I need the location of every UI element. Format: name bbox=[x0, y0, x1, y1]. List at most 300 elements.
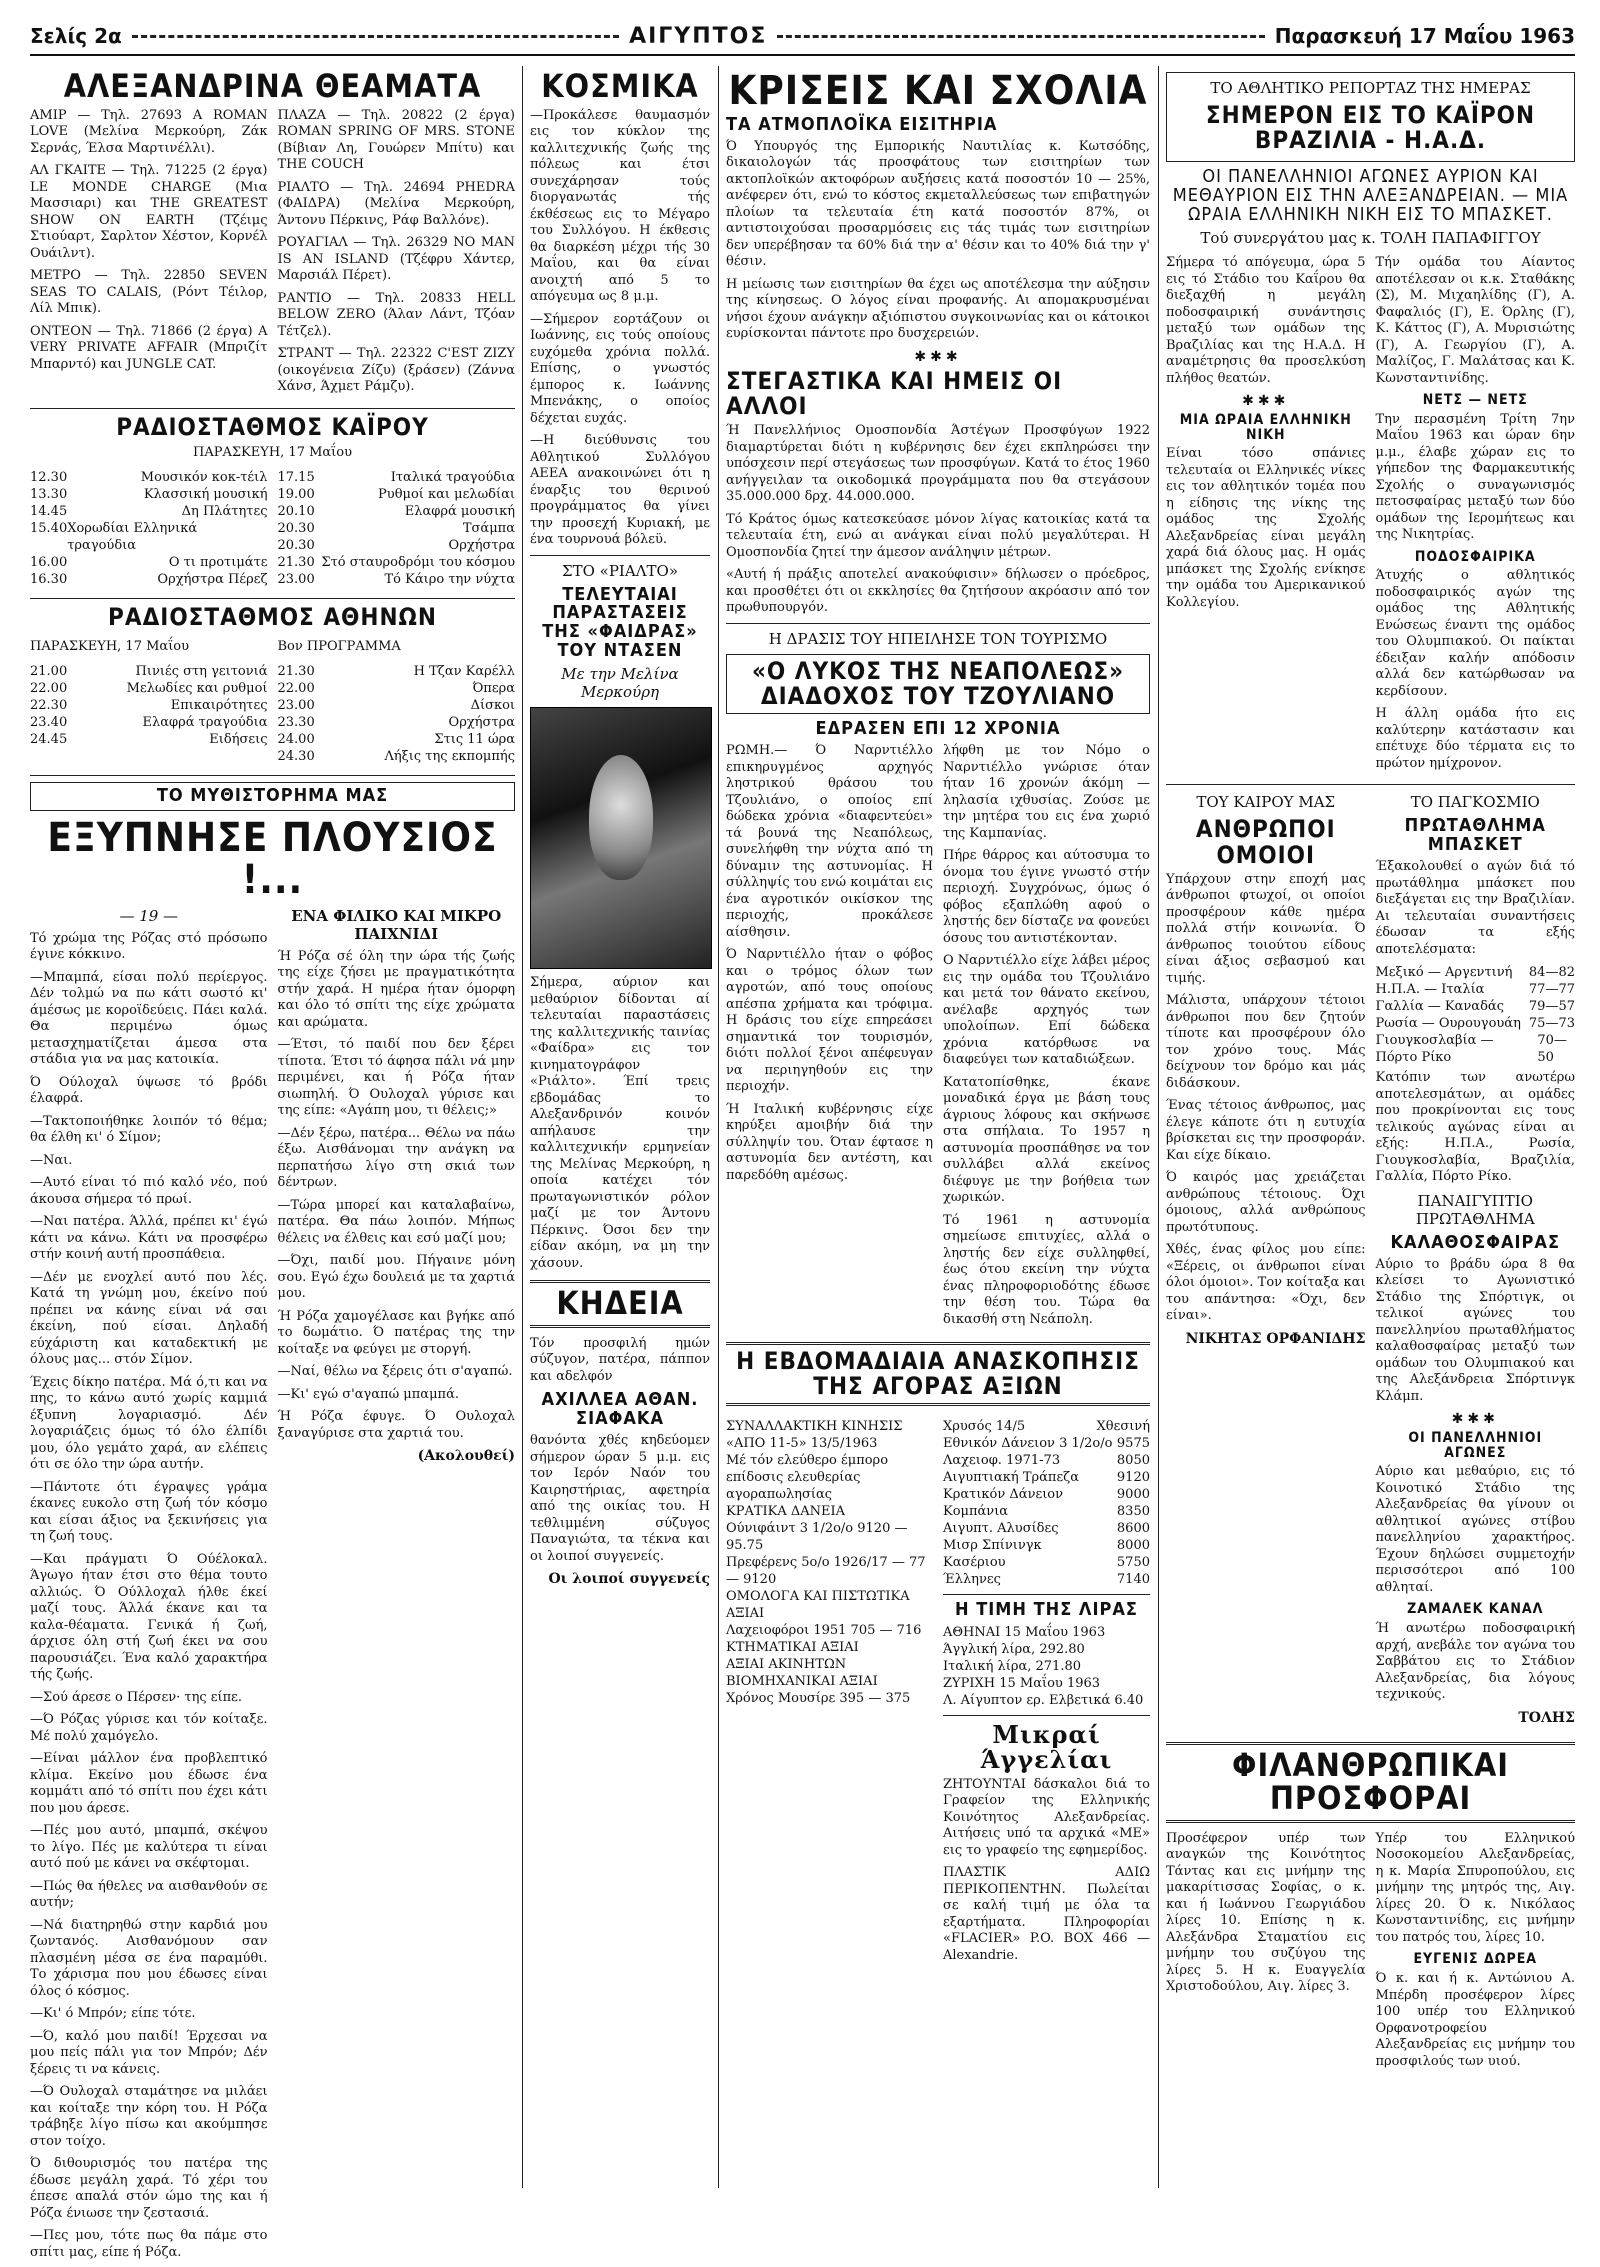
greek-win-head: ΜΙΑ ΩΡΑΙΑ ΕΛΛΗΝΙΚΗ ΝΙΚΗ bbox=[1179, 412, 1352, 443]
people-column bbox=[1166, 791, 1366, 1733]
radio-slot-label: 17.15 bbox=[277, 469, 315, 485]
market-row-label: Εθνικόν Δάνειον 3 1/2ο/ο bbox=[943, 1436, 1113, 1452]
market-row-label: Κομπάνια bbox=[943, 1504, 1009, 1520]
radio-slot-label: 21.00 bbox=[30, 663, 68, 679]
divider bbox=[726, 623, 1150, 624]
sports-paragraph: Σήμερα τό απόγευμα, ώρα 5 εις τό Στάδιο του Καΐρου θα διεξαχθή η μεγάλη ποδοσφαιρική συνάντησις μεταξύ των ομάδων της Βραζιλίας και της Η.Α.Δ. Η αναμέτρησις θα προσελκύση πλήθος θεατών. bbox=[1166, 255, 1366, 386]
panhellenic-paragraph: Αύριο και μεθαύριο, εις τό Κοινοτικό Στάδιο της Αλεξανδρείας θα γίνουν οι αθλητικοί αγώνες στίβου πανελληνίου χαρακτήρος. Έχουν δηλώσει συμμετοχήν περισσότεροι από 100 αθληταί. bbox=[1375, 1464, 1575, 1595]
novel-paragraph: —Και πράγματι Ό Ούέλοκαλ. Άγωγο ήταν έτσι στο θέμα τουτο αλλιώς. Ό Ούλλοχαλ ήλθε έκεί μαζί τους. Άλλά έκανε και τα καλα-θέαματα. Γενικά ή ζωή, άρχισε όλη στή ζωή έκει να σου παρουσιάζει. Ένα καλό χαρακτήρα τής ζωής. bbox=[30, 1551, 268, 1683]
basketball-result bbox=[1376, 981, 1576, 998]
market-line: Ούνιφάιντ 3 1/2ο/ο 9120 — 95.75 bbox=[726, 1521, 908, 1554]
radio-slot-label: 14.45 bbox=[30, 503, 68, 519]
radio-slot-value: Όπερα bbox=[472, 680, 515, 696]
novel-paragraph: —Ναι πατέρα. Άλλά, πρέπει κι' έγώ κάτι να κάνω. Κάτι να προσφέρω στήν κοινή αυτή προσπάθεια. bbox=[30, 1214, 268, 1263]
zamalek-paragraph: Ή ανωτέρω ποδοσφαιρική αρχή, ανεβάλε τον αγώνα του Σαββάτου εις το Στάδιον Αλεξανδρείας, δια λόγους τεχνικούς. bbox=[1375, 1621, 1575, 1703]
housing-paragraph: Τό Κράτος όμως κατεσκεύασε μόνον λίγας κατοικίας κατά τα τελευταία έτη, ενώ αι ανάγκαι είναι πολύ μεγαλύτεραι. Η Ομοσπονδία ζητεί την άμεσον ανάληψιν μέτρων. bbox=[726, 511, 1150, 560]
radio-slot-label: 22.00 bbox=[277, 680, 315, 696]
housing-paragraph: «Αυτή ή πράξις αποτελεί ανακούφισιν» δήλωσεν ο πρόεδρος, και προσθέτει ότι οι εκκλησίες θα ζητήσουν ακρόασιν από τον πρωθυπουργόν. bbox=[726, 567, 1150, 616]
lira-line: ΑΘΗΝΑΙ 15 Μαΐου 1963 bbox=[943, 1625, 1106, 1641]
cinema-list-left bbox=[30, 108, 268, 402]
radio-athens-program: Βον ΠΡΟΓΡΑΜΜΑ bbox=[277, 638, 401, 654]
sports-paragraph: Η άλλη ομάδα ήτο εις καλύτερην κατάστασιν και επέτυχε δύο τέρματα εις το πρώτον ημίχρονον. bbox=[1375, 706, 1575, 771]
radio-slot-label: 23.00 bbox=[277, 697, 315, 713]
basketball-results bbox=[1376, 964, 1576, 1066]
philanthropy-paragraph: Υπέρ του Ελληνικού Νοσοκομείου Αλεξανδρείας, η κ. Μαρία Σπυροπούλου, εις μνήμην της μητρός της, Αιγ. λίρες 20. Ό κ. Νικόλαος Κωνσταντινίδης, εις μνήμην του πατρός του, λίρες 10. bbox=[1375, 1830, 1575, 1945]
radio-slot-label: 20.10 bbox=[277, 503, 315, 519]
society-title: ΚΟΣΜΙΚΑ bbox=[541, 67, 699, 105]
people-paragraph: Ό καιρός μας χρειάζεται ανθρώπους τέτοιους. Όχι όμοιους, αλλά ανθρώπους πρωτότυπους. bbox=[1166, 1170, 1366, 1235]
market-line: ΚΡΑΤΙΚΑ ΔΑΝΕΙΑ bbox=[726, 1504, 846, 1520]
radio-slot-label: 13.30 bbox=[30, 486, 68, 502]
lira-line: Ιταλική λίρα, 271.80 bbox=[943, 1659, 1081, 1675]
radio-slot bbox=[30, 469, 268, 486]
market-row bbox=[943, 1503, 1150, 1520]
market-body bbox=[726, 1414, 1150, 1970]
separator-stars: ✱✱✱ bbox=[914, 348, 962, 365]
column-entertainment bbox=[30, 66, 515, 2260]
novel-paragraph: —Πές μου αυτό, μπαμπά, σκέψου το λίγο. Πές με καλύτερα τι είναι αυτό πού με κάνει να σκέφτομαι. bbox=[30, 1823, 268, 1872]
radio-slot bbox=[278, 486, 516, 503]
columns bbox=[30, 66, 1575, 2260]
sports-byline: Τού συνεργάτου μας κ. ΤΟΛΗ ΠΑΠΑΦΙΓΓΟΥ bbox=[1200, 229, 1541, 248]
market-row-label: Αιγυπτιακή Τράπεζα bbox=[943, 1470, 1080, 1486]
radio-slot-value: Ρυθμοί και μελωδίαι bbox=[378, 486, 515, 502]
novel-paragraph: —Ό Ρόζας γύρισε και τόν κοίταξε. Μέ πολύ χαμόγελο. bbox=[30, 1712, 268, 1744]
classified-ad: ΖΗΤΟΥΝΤΑΙ δάσκαλοι διά το Γραφείον της Ελληνικής Κοινότητος Αλεξανδρείας. Αιτήσεις υπό τα αρχικά «ΜΕ» εις το γραφείο της εφημερίδος. bbox=[943, 1776, 1150, 1858]
radio-slot-value: Ειδήσεις bbox=[209, 731, 268, 747]
wolf-paragraph: λήφθη με τον Νόμο ο Ναρντιέλλο γνώρισε όταν ήταν 16 χρονών άκόμη — ληλασία ιχθυσίας. Ζούσε με την μητέρα του εις ένα χωριό της Καμπανίας. bbox=[943, 743, 1150, 841]
basketball-result-value: 77—77 bbox=[1528, 982, 1575, 998]
basketball-result-value: 75—73 bbox=[1528, 1016, 1575, 1032]
radio-slot bbox=[278, 714, 516, 731]
market-row-label: Κρατικόν Δάνειον bbox=[943, 1487, 1064, 1503]
market-row bbox=[943, 1418, 1150, 1435]
cinema-listing: ΑΜΙΡ — Τηλ. 27693 A ROMAN LOVE (Μελίνα Μερκούρη, Ζάκ Σερνάς, Έλσα Μαρτινέλλι). bbox=[30, 107, 268, 156]
radio-slot-value: Μουσικόν κοκ-τέιλ bbox=[140, 469, 268, 485]
radio-slot-value: Χορωδίαι Ελληνικά τραγούδια bbox=[67, 520, 198, 553]
cinema-listing: ΑΛ ΓΚΑΙΤΕ — Τηλ. 71225 (2 έργα) LE MONDE CHARGE (Μια Μασσιαρι) και THE GREATEST SHOW ON EARTH (Τζέιμς Στιούαρτ, Σαρλτον Χέστον, Κορνέλ Ουάιλντ). bbox=[30, 163, 268, 261]
basketball-result bbox=[1376, 1032, 1576, 1066]
column-sports bbox=[1166, 66, 1575, 2188]
market-row-value: Χθεσινή bbox=[1096, 1419, 1150, 1435]
people-paragraph: Ένας τέτοιος άνθρωπος, μας έλεγε κάποτε ότι η ευτυχία βρίσκεται εις την προσφοράν. Και είχε δίκαιο. bbox=[1166, 1098, 1366, 1163]
radio-athens-schedule bbox=[30, 659, 515, 769]
market-row-value: 8000 bbox=[1116, 1538, 1150, 1554]
divider bbox=[30, 775, 515, 776]
radio-slot bbox=[30, 731, 268, 748]
issue-date: Παρασκευή 17 Μαΐου 1963 bbox=[1274, 24, 1576, 48]
sports-paragraph: Τήν ομάδα του Αίαντος αποτέλεσαν οι κ.κ. Σταθάκης (Σ), Μ. Μιχαηλίδης (Γ), Α. Φαφαλιός (Γ), Ε. Όρλης (Γ), Κ. Κάττος (Γ), Α. Μυρισιώτης (Γ), Α. Γεωργίου (Γ), Α. Μαλίζος, Γ. Μαλάτσας και Κ. Κωνσταντινίδης. bbox=[1375, 255, 1575, 386]
panegyptian-kicker: ΠΑΝΑΙΓΥΠΤΙΟ ΠΡΩΤΑΘΛΗΜΑ bbox=[1415, 1191, 1535, 1228]
basketball-result bbox=[1376, 964, 1576, 981]
radio-slot-label: 23.00 bbox=[277, 571, 315, 587]
basketball-kicker: ΤΟ ΠΑΓΚΟΣΜΙΟ bbox=[1410, 793, 1540, 812]
zamalek-head: ΖΑΜΑΛΕΚ ΚΑΝΑΛ bbox=[1407, 1601, 1544, 1618]
market-line: Μέ τόν ελεύθερο έμπορο επίδοσις ελευθερίας αγοραπωλησίας bbox=[726, 1453, 889, 1503]
rialto-paragraph: Σήμερα, αύριον και μεθαύριον δίδονται αί τελευταίαι παραστάσεις της καλλιτεχνικής ταινίας «Φαίδρα» εις τον κινηματογράφον «Ριάλτο». Έπί τρεις εβδομάδας το Αλεξανδρινόν κοινόν απήλαυσε την καλλιτεχνικήν ερμηνείαν της Μελίνας Μερκούρη, η οποία κατέχει τόν πρωταγωνιστικόν ρόλον μαζί με τον Άντονυ Πέρκινς. Όσοι δεν την είδαν ακόμη, να μη την χάσουν. bbox=[530, 975, 710, 1271]
radio-slot-value: Τό Κάιρο την νύχτα bbox=[384, 571, 515, 587]
radio-slot-value: Ο τι προτιμάτε bbox=[168, 554, 268, 570]
divider bbox=[30, 408, 515, 409]
radio-slot-label: 23.30 bbox=[277, 714, 315, 730]
sports-body bbox=[1166, 255, 1575, 778]
philanthropy-column-left bbox=[1166, 1831, 1366, 2076]
market-title: Η ΕΒΔΟΜΑΔΙΑΙΑ ΑΝΑΣΚΟΠΗΣΙΣ ΤΗΣ ΑΓΟΡΑΣ ΑΞΙΩΝ bbox=[726, 1342, 1150, 1406]
separator-stars: ✱✱✱ bbox=[1451, 1411, 1499, 1428]
radio-slot-label: 23.40 bbox=[30, 714, 68, 730]
cinema-listing: ΜΕΤΡΟ — Τηλ. 22850 SEVEN SEAS TO CALAIS, (Ρόντ Τέιλορ, Λίλ Μπικ). bbox=[30, 268, 268, 317]
market-row-value: 8600 bbox=[1116, 1521, 1150, 1537]
wolf-column-right bbox=[943, 743, 1150, 1334]
cinema-listing: ΟΝΤΕΟΝ — Τηλ. 71866 (2 έργα) A VERY PRIVATE AFFAIR (Μπριζίτ Μπαρντό) και JUNGLE CAT. bbox=[30, 323, 268, 372]
market-line: Χρόνος Μουσίρε 395 — 375 bbox=[726, 1691, 911, 1707]
sports-headline: ΣΗΜΕΡΟΝ ΕΙΣ ΤΟ ΚΑΪΡΟΝ ΒΡΑΖΙΛΙΑ - Η.Α.Δ. bbox=[1205, 101, 1536, 155]
novel-chapter: — 19 — bbox=[119, 906, 179, 925]
radio-slot bbox=[30, 503, 268, 520]
market-row bbox=[943, 1520, 1150, 1537]
society-paragraph: —Σήμερον εορτάζουν οι Ιωάννης, εις τούς οποίους ευχόμεθα χρόνια πολλά. Επίσης, ο γνωστός έμπορος κ. Ιωάννης Μπενάκης, ο οποίος δέχεται ευχάς. bbox=[530, 311, 710, 426]
market-row-value: 9575 bbox=[1116, 1436, 1150, 1452]
novel-paragraph: —Δέν ξέρω, πατέρα... Θέλω να πάω έξω. Αισθάνομαι την ανάγκη να περπατήσω λίγο στη σκιά των δέντρων. bbox=[277, 1125, 515, 1191]
radio-slot bbox=[30, 714, 268, 731]
novel-kicker: ΤΟ ΜΥΘΙΣΤΟΡΗΜΑ ΜΑΣ bbox=[30, 782, 515, 811]
basketball-title: ΠΡΩΤΑΘΛΗΜΑ ΜΠΑΣΚΕΤ bbox=[1404, 815, 1546, 856]
basketball-paragraph: Έξακολουθεί ο αγών διά τό πρωτάθλημα μπάσκετ που διεξάγεται εις την Βραζιλίαν. Αι τελευταίαι συναντήσεις έδωσαν τα εξής αποτελέσματα: bbox=[1375, 859, 1575, 957]
basketball-result bbox=[1376, 1015, 1576, 1032]
novel-paragraph: —Τακτοποιήθηκε λοιπόν τό θέμα; θα έλθη κι' ό Σίμον; bbox=[30, 1113, 268, 1146]
radio-slot-label: 24.00 bbox=[277, 731, 315, 747]
cinema-listings bbox=[30, 108, 515, 402]
radio-slot bbox=[30, 520, 268, 554]
market-row bbox=[943, 1537, 1150, 1554]
radio-athens-title: ΡΑΔΙΟΣΤΑΘΜΟΣ ΑΘΗΝΩΝ bbox=[108, 602, 437, 631]
radio-slot bbox=[30, 680, 268, 697]
society-paragraph: —Η διεύθυνσις του Αθλητικού Συλλόγου ΑΕΕΑ ανακοινώνει ότι η έναρξις του θερινού προγράμματος θα γίνει την προσεχή Κυριακή, με ένα τουρνουά βόλεϋ. bbox=[530, 433, 710, 548]
page-number: Σελίς 2α bbox=[30, 24, 122, 48]
divider bbox=[530, 555, 710, 556]
market-row bbox=[943, 1486, 1150, 1503]
market-row-value: 8350 bbox=[1116, 1504, 1150, 1520]
radio-slot-value: Ιταλικά τραγούδια bbox=[390, 469, 515, 485]
commentary-title: ΚΡΙΣΕΙΣ ΚΑΙ ΣΧΟΛΙΑ bbox=[728, 68, 1148, 114]
masthead-rule-right bbox=[777, 35, 1264, 38]
basketball-result bbox=[1376, 998, 1576, 1015]
radio-slot-value: Τσάμπα bbox=[462, 520, 515, 536]
masthead-rule-left bbox=[132, 35, 619, 38]
lira-list bbox=[943, 1624, 1150, 1709]
rialto-kicker: ΣΤΟ «ΡΙΑΛΤΟ» bbox=[561, 561, 678, 580]
wolf-column-left bbox=[726, 743, 933, 1334]
basketball-result-label: Ρωσία — Ουρουγουάη bbox=[1375, 1016, 1521, 1032]
radio-slot-label: 22.00 bbox=[30, 680, 68, 696]
radio-slot-label: 24.45 bbox=[30, 731, 68, 747]
novel-paragraph: —Αυτό είναι τό πιό καλό νέο, πού άκουσα σήμερα τό πρωί. bbox=[30, 1175, 268, 1207]
funeral-paragraph: θανόντα χθές κηδεύομεν σήμερον ώραν 5 μ.μ. εις τον Ιερόν Ναόν του Καιρηστήριας, αφετηρία από της οικίας του. Η τεθλιμμένη σύζυγος Παναγιώτα, τα τέκνα και οι λοιποί συγγενείς. bbox=[530, 1433, 710, 1564]
newspaper-page bbox=[30, 18, 1576, 2260]
donation-head: ΕΥΓΕΝΙΣ ΔΩΡΕΑ bbox=[1413, 1951, 1538, 1968]
radio-slot-label: 15.40 bbox=[30, 520, 68, 536]
sports-deck: ΟΙ ΠΑΝΕΛΛΗΝΙΟΙ ΑΓΩΝΕΣ ΑΥΡΙΟΝ ΚΑΙ ΜΕΘΑΥΡΙΟΝ ΕΙΣ ΤΗΝ ΑΛΕΞΑΝΔΡΕΙΑΝ. — ΜΙΑ ΩΡΑΙΑ ΕΛΛΗΝΙΚΗ ΝΙΚΗ ΕΙΣ ΤΟ ΜΠΑΣΚΕΤ. bbox=[1172, 166, 1569, 226]
market-row bbox=[943, 1435, 1150, 1452]
radio-slot-value: Μελωδίες και ρυθμοί bbox=[126, 680, 268, 696]
market-row-value: 8050 bbox=[1116, 1453, 1150, 1469]
people-signature: ΝΙΚΗΤΑΣ ΟΡΦΑΝΙΔΗΣ bbox=[1185, 1330, 1366, 1347]
radio-slot bbox=[278, 571, 516, 588]
sports-column-right bbox=[1376, 255, 1576, 778]
radio-slot-label: 16.00 bbox=[30, 554, 68, 570]
radio-cairo-list-right bbox=[278, 469, 516, 588]
radio-slot-value: Η Τζαν Καρέλλ bbox=[413, 663, 515, 679]
philanthropy-paragraph: Προσέφερον υπέρ των αναγκών της Κοινότητος Τάντας και εις μνήμην της μακαρίτισσας Σοφίας, ο κ. και ή Ιωάννου Γεωργιάδου λίρες 10. Επίσης η κ. Αλεξάνδρα Σταματίου εις μνήμην του συζύγου της λίρες 5. Η κ. Ευαγγελία Χριστοδούλου, Αιγ. λίρες 3. bbox=[1166, 1830, 1366, 1995]
market-line: Λαχειοφόροι 1951 705 — 716 bbox=[726, 1623, 922, 1639]
radio-slot bbox=[278, 680, 516, 697]
novel-paragraph: —Νά διατηρηθώ στην καρδιά μου ζωντανός. Αισθανόμουν σαν πλασμένη μέσα σε ένα παραμύθι. Το χάρισμα που μου έδωσες είναι όλος ό κόσμος. bbox=[30, 1917, 268, 1999]
radio-slot-value: Κλασσική μουσική bbox=[143, 486, 268, 502]
wolf-body bbox=[726, 743, 1150, 1334]
radio-slot bbox=[278, 663, 516, 680]
philanthropy-body bbox=[1166, 1831, 1575, 2076]
novel-paragraph: —Κι' ό Μπρόν; είπε τότε. bbox=[30, 2006, 196, 2022]
radio-slot-value: Ελαφρά τραγούδια bbox=[142, 714, 268, 730]
basketball-result-value: 70—50 bbox=[1537, 1033, 1567, 1066]
radio-cairo-schedule bbox=[30, 465, 515, 592]
radio-slot-label: 24.30 bbox=[277, 748, 315, 764]
novel-paragraph: —Σού άρεσε ο Πέρσεν· της είπε. bbox=[30, 1689, 243, 1705]
actress-photo bbox=[530, 707, 712, 969]
market-row-value: 9120 bbox=[1116, 1470, 1150, 1486]
market-price-table bbox=[943, 1418, 1150, 1588]
radio-slot-value: Λήξις της εκπομπής bbox=[384, 748, 515, 764]
radio-cairo-title: ΡΑΔΙΟΣΤΑΘΜΟΣ ΚΑΪΡΟΥ bbox=[116, 412, 429, 441]
panhellenic-head: ΟΙ ΠΑΝΕΛΛΗΝΙΟΙ ΑΓΩΝΕΣ bbox=[1408, 1430, 1543, 1461]
radio-slot-value: Στό σταυροδρόμι του κόσμου bbox=[321, 554, 515, 570]
market-line: ΒΙΟΜΗΧΑΝΙΚΑΙ ΑΞΙΑΙ bbox=[726, 1674, 878, 1690]
ferry-tickets-head: ΤΑ ΑΤΜΟΠΛΟΪΚΑ ΕΙΣΙΤΗΡΙΑ bbox=[726, 114, 998, 135]
radio-slot-label: 19.00 bbox=[277, 486, 315, 502]
novel-paragraph: Ή Ρόζα σέ όλη την ώρα τής ζωής της είχε ζήσει με πραγματικότητα στήν χαρά. Η ημέρα ήταν όμορφη και όλο τό σπίτι της είχε χρώματα και αρώματα. bbox=[277, 948, 515, 1030]
radio-slot-value: Επικαιρότητες bbox=[170, 697, 268, 713]
market-line: ΣΥΝΑΛΛΑΚΤΙΚΗ ΚΙΝΗΣΙΣ bbox=[726, 1419, 903, 1435]
market-line: «ΑΠΟ 11-5» 13/5/1963 bbox=[726, 1436, 878, 1452]
basketball-paragraph: Κατόπιν των ανωτέρω αποτελεσμάτων, αι ομάδες που προκρίνονται εις τους τελικούς αγώνας είναι αι εξής: Η.Π.Α., Ρωσία, Γιουγκοσλαβία, Βραζιλία, Γαλλία, Πόρτο Ρίκο. bbox=[1375, 1070, 1575, 1185]
basketball-result-label: Η.Π.Α. — Ιταλία bbox=[1375, 982, 1485, 998]
wolf-paragraph: ΡΩΜΗ.— Ό Ναρντιέλλο επικηρυγμένος αρχηγός ληστρικού θράσου του Τζουλιάνο, ο οποίος επί δώδεκα χρόνια «διαφεντεύει» τά βουνά της Νεαπόλεως, συνελήφθη την νύχτα από τη δύναμιν της αστυνομίας. Η σύλληψίς του ενώ κοιμάται εις ένα αγροτικόν οικίσκον της περιοχής, προκάλεσε αίσθησιν. bbox=[726, 743, 933, 940]
radio-slot-label: 21.30 bbox=[277, 554, 315, 570]
radio-slot bbox=[278, 697, 516, 714]
radio-slot bbox=[30, 486, 268, 503]
people-paragraph: Χθές, ένας φίλος μου είπε: «Ξέρεις, οι άνθρωποι είναι όλοι όμοιοι». Τον κοίταξα και του απάντησα: «Όχι, δεν είναι». bbox=[1166, 1242, 1366, 1324]
radio-slot bbox=[30, 697, 268, 714]
philanthropy-title: ΦΙΛΑΝΘΡΩΠΙΚΑΙ ΠΡΟΣΦΟΡΑΙ bbox=[1166, 1742, 1575, 1823]
novel-paragraph: —Πάντοτε ότι έγραψες γράμα έκανες ευκολο στη ζωή τόν κόσμο και είσαι άξιος να ξεκινήσεις για τη ζωή τους. bbox=[30, 1479, 268, 1545]
market-row-value: 7140 bbox=[1116, 1572, 1150, 1588]
wolf-paragraph: Ή Ιταλική κυβέρνησις είχε κηρύξει αμοιβήν διά την σύλληψίν του. Όταν έφτασε η αστυνομία δεν αντέστη, και παρεδόθη αμέσως. bbox=[726, 1101, 933, 1183]
sports-paragraph: Είναι τόσο σπάνιες τελευταία οι Ελληνικές νίκες εις τον αθλητικόν τομέα που η είδησις της νίκης της ομάδος της Σχολής Αλεξανδρείας είναι μεγάλη χαρά διά όλους μας. Η ομάς μπάσκετ της Σχολής ενίκησε την ομάδα του Αμερικανικού Κολλεγίου. bbox=[1166, 446, 1366, 610]
novel-paragraph: —Ναί, θέλω να ξέρεις ότι σ'αγαπώ. bbox=[277, 1364, 513, 1380]
basketball-result-label: Μεξικό — Αργεντινή bbox=[1375, 965, 1513, 981]
housing-head: ΣΤΕΓΑΣΤΙΚΑ ΚΑΙ ΗΜΕΙΣ ΟΙ ΑΛΛΟΙ bbox=[726, 366, 1063, 421]
market-line: Πρεφέρενς 5ο/ο 1926/17 — 77 — 9120 bbox=[726, 1555, 926, 1588]
market-row bbox=[943, 1571, 1150, 1588]
classified-ad: ΠΛΑΣΤΙΚ ΑΔΙΩ ΠΕΡΙΚΟΠΕΝΤΗΝ. Πωλείται σε καλή τιμή με όλα τα εξαρτήματα. Πληροφορίαι «FLACIER» P.O. BOX 466 — Alexandrie. bbox=[943, 1865, 1150, 1963]
column-commentary bbox=[726, 66, 1150, 2188]
wolf-paragraph: Ο Ναρντιέλλο είχε λάβει μέρος εις την ομάδα του Τζουλιάνο και μετά τον θάνατο εκείνου, ανέλαβε αρχηγός των υπολοίπων. Επί δώδεκα χρόνια κατόρθωσε να διαφεύγει των καταδιώξεων. bbox=[943, 953, 1150, 1068]
philanthropy-paragraph: Ό κ. και ή κ. Αντώνιου Α. Μπέρδη προσέφερον λίρες 100 υπέρ του Ελληνικού Ορφανοτροφείου Αλεξανδρείας εις μνήμην του προσφιλούς των υιού. bbox=[1375, 1971, 1575, 2069]
radio-slot-value: Στις 11 ώρα bbox=[434, 731, 515, 747]
radio-athens-heading-row bbox=[30, 634, 515, 659]
market-row-label: Λαχειοφ. 1971-73 bbox=[943, 1453, 1061, 1469]
cinema-listing: ΡΑΝΤΙΟ — Τηλ. 20833 HELL BELOW ZERO (Άλαν Λάντ, Τζόαν Τέτζελ). bbox=[277, 290, 515, 339]
column-rule bbox=[1158, 66, 1159, 2188]
cinema-listing: ΡΟΥΑΓΙΑΛ — Τηλ. 26329 NO MAN IS AN ISLAND (Τζέφρυ Χάντερ, Μαρσιάλ Πέρετ). bbox=[277, 235, 515, 284]
market-row-label: Αιγυπτ. Αλυσίδες bbox=[943, 1521, 1059, 1537]
football-head: ΠΟΔΟΣΦΑΙΡΙΚΑ bbox=[1414, 548, 1536, 565]
novel-paragraph: —Κι' εγώ σ'αγαπώ μπαμπά. bbox=[277, 1386, 459, 1402]
radio-cairo-day: ΠΑΡΑΣΚΕΥΗ, 17 Μαΐου bbox=[192, 444, 353, 460]
basketball-result-value: 84—82 bbox=[1528, 965, 1575, 981]
ferry-paragraph: Ό Υπουργός της Εμπορικής Ναυτιλίας κ. Κωτσόδης, δικαιολογών τάς προσφάτους των εισιτηρίων των ακτοπλοϊκών ακτοφόρων αυξήσεις κατά ποσοστόν 10 — 25%, ανέφερεν ότι, ενώ το κόστος εκμεταλλεύσεως των επιβατηγών πλοίων τα τελευταία έτη κατά ποσοστόν 87%, οι αντιστοιχούσαι προσαρμόσεις εις τάς τιμάς των εισιτηρίων δεν υπερέβησαν τα 60% διά την α' θέσιν και το 40% διά την γ' θέσιν. bbox=[726, 138, 1150, 270]
panegyptian-paragraph: Αύριο το βράδυ ώρα 8 θα κλείσει το Αγωνιστικό Στάδιο της Σπόρτιγκ, οι τελικοί αγώνες του πανελληνίου πρωταθλήματος καλαθοσφαίρας μεταξύ των ομάδων του Ολυμπιακού και της Αλεξάνδρεια Σπόρτινγκ Κλάμπ. bbox=[1375, 1256, 1575, 1404]
wolf-paragraph: Κατατοπίσθηκε, έκανε μοναδικά έργα με βάση τους άγριους λόφους και σκήνωσε στα σπήλαια. Το 1957 η αστυνομία προσπάθησε να τον συλλάβει αλλά εκείνος διέφυγε με την βοήθεια των χωρικών. bbox=[943, 1074, 1150, 1206]
wolf-paragraph: Πήρε θάρρος και αύτοσυμα το όνομα του έγινε γνωστό στήν περιοχή. Συγχρόνως, όμως ό φόβος εξαπλώθη αφού ο ληστής δεν δίσταζε να φονεύει όσους του αντιστέκονταν. bbox=[943, 848, 1150, 946]
sports-column-left bbox=[1166, 255, 1366, 778]
ferry-paragraph: Η μείωσις των εισιτηρίων θα έχει ως αποτέλεσμα την αύξησιν της κίνησεως. Ο λόγος είναι προφανής. Αι απομακρυσμέναι νήσοι έχουν ανάγκην αξιόπιστου συγκοινωνίας και οι κάτοικοι ευρίσκονται πάντοτε προ δυσχερειών. bbox=[726, 276, 1150, 342]
cinema-listing: ΠΛΑΖΑ — Τηλ. 20822 (2 έργα) ROMAN SPRING OF MRS. STONE (Βίβιαν Λη, Γουώρεν Μπίτυ) και THE COUCH bbox=[277, 107, 515, 173]
cinema-listing: ΣΤΡΑΝΤ — Τηλ. 22322 C'EST ZIZY (οικογένεια Ζίζυ) (ξράσεν) (Ζάννα Χάνσ, Άχμετ Ράμζυ). bbox=[277, 346, 515, 395]
radio-slot-label: 12.30 bbox=[30, 469, 68, 485]
market-line: ΟΜΟΛΟΓΑ ΚΑΙ ΠΙΣΤΩΤΙΚΑ ΑΞΙΑΙ bbox=[726, 1589, 910, 1622]
sports-paragraph: Άτυχής ο αθλητικός ποδοσφαιρικός αγών της ομάδος της Αθλητικής Ενώσεως έναντι της ομάδος του Ολυμπιακού. Οι παίκται έδειξαν καλήν απόδοσιν αλλά δεν κατώρθωσαν να κερδίσουν. bbox=[1375, 568, 1575, 699]
zamalek-signature: ΤΟΛΗΣ bbox=[1518, 1709, 1575, 1726]
divider bbox=[943, 1594, 1150, 1595]
market-row-label: Μισρ Σπίνινγκ bbox=[943, 1538, 1042, 1554]
novel-paragraph: Ή Ρόζα χαμογέλασε και βγήκε από το δωμάτιο. Ό πατέρας της την κοίταξε να φεύγει με στοργή. bbox=[277, 1308, 515, 1357]
novel-paragraph: Τό χρώμα της Ρόζας στό πρόσωπο έγινε κόκκινο. bbox=[30, 930, 268, 963]
lira-line: Λ. Αίγυπτον ερ. Ελβετικά 6.40 bbox=[943, 1693, 1144, 1709]
novel-paragraph: —Είναι μάλλον ένα προβλεπτικό κλίμα. Εκείνο μου έδωσε ένα κομμάτι από τό σπίτι που έχει κάτι που μου άρεσε. bbox=[30, 1751, 268, 1816]
novel-paragraph: Ή Ρόζα έφυγε. Ό Ουλοχαλ ξαναγύρισε στα χαρτιά του. bbox=[277, 1409, 515, 1441]
novel-paragraph: —Δέν με ενοχλεί αυτό που λές. Κατά τη γνώμη μου, έκείνο πού πρέπει να κάνης είναι νά σαι έκείνη, πού είσαι. Δηλαδή εύχάριστη και καταδεκτική με όλους μας... στόν Σίμον. bbox=[30, 1269, 268, 1368]
novel-paragraph: —Ναι. bbox=[30, 1152, 73, 1168]
radio-slot bbox=[278, 469, 516, 486]
market-line: ΑΞΙΑΙ ΑΚΙΝΗΤΩΝ bbox=[726, 1657, 847, 1673]
novel-body bbox=[30, 905, 515, 2267]
market-list-left bbox=[726, 1418, 933, 1966]
radio-athens-day: ΠΑΡΑΣΚΕΥΗ, 17 Μαΐου bbox=[30, 638, 190, 654]
novel-paragraph: Ό διθουρισμός του πατέρα της έδωσε μεγάλη χαρά. Τό χέρι του έπεσε απαλά στόν ώμο της και ή Ρόζα ένιωσε την ζεστασιά. bbox=[30, 2156, 268, 2221]
radio-slot-label: 20.30 bbox=[277, 520, 315, 536]
basketball-result-label: Γαλλία — Καναδάς bbox=[1375, 999, 1504, 1015]
novel-column-right bbox=[278, 905, 516, 2267]
philanthropy-column-right bbox=[1376, 1831, 1576, 2076]
cinema-listing: ΡΙΑΛΤΟ — Τηλ. 24694 PHEDRA (ΦΑΙΔΡΑ) (Μελίνα Μερκούρη, Άντονυ Πέρκινς, Ράφ Βαλλόνε). bbox=[277, 179, 515, 228]
radio-slot bbox=[30, 663, 268, 680]
classifieds-title: Μικραί Άγγελίαι bbox=[980, 1720, 1113, 1775]
column-rule bbox=[718, 66, 719, 2188]
society-paragraph: —Προκάλεσε θαυμασμόν εις τον κύκλον της καλλιτεχνικής ζωής της πόλεως και έτσι συνεχάρησαν τούς διοργανωτάς τής έκθέσεως εις το Μέγαρο του Συλλόγου. Η έκθεσις θα διαρκέση μέχρι τής 30 Μαΐου, και θα είναι ανοιχτή από 5 το απόγευμα ως 8 μ.μ. bbox=[530, 107, 710, 305]
novel-paragraph: —Όχι, παιδί μου. Πήγαινε μόνη σου. Εγώ έχω δουλειά με τα χαρτιά μου. bbox=[277, 1253, 515, 1302]
funeral-name: ΑΧΙΛΛΕΑ ΑΘΑΝ. ΣΙΑΦΑΚΑ bbox=[541, 1389, 699, 1430]
funeral-title: ΚΗΔΕΙΑ bbox=[530, 1280, 710, 1328]
radio-slot-value: Δίσκοι bbox=[470, 697, 515, 713]
radio-slot bbox=[30, 554, 268, 571]
paper-name: ΑΙΓΥΠΤΟΣ bbox=[629, 23, 768, 49]
market-row bbox=[943, 1469, 1150, 1486]
people-paragraph: Μάλιστα, υπάρχουν τέτοιοι άνθρωποι που δεν ζητούν τίποτε και προσφέρουν όλο τον χρόνο τους. Μάς δείχνουν τον δρόμο και μάς διδάσκουν. bbox=[1166, 993, 1366, 1091]
divider bbox=[1166, 784, 1575, 785]
wolf-paragraph: Τό 1961 η αστυνομία σημείωσε επιτυχίες, αλλά ο ληστής δεν είχε συλληφθεί, έως ότου εκείνη την νύχτα ένας πληροφοριοδότης έδωσε την θέση του. Τώρα θα δικασθή στη Νεάπολη. bbox=[943, 1212, 1150, 1327]
sports-lower bbox=[1166, 791, 1575, 1733]
radio-slot bbox=[278, 731, 516, 748]
basketball-result-label: Γιουγκοσλαβία — Πόρτο Ρίκο bbox=[1375, 1033, 1494, 1066]
radio-slot bbox=[278, 520, 516, 537]
sports-header-box bbox=[1166, 72, 1575, 162]
wolf-paragraph: Ό Ναρντιέλλο ήταν ο φόβος και ο τρόμος όλων των αγροτών, από τους οποίους απέσπα χρήματα και τρόφιμα. Η δράσις του είχε επηρεάσει σημαντικά τον τουρισμόν, διότι πολλοί ξένοι απέφευγαν να περιηγηθούν εις την περιοχήν. bbox=[726, 947, 933, 1095]
sports-kicker: ΤΟ ΑΘΛΗΤΙΚΟ ΡΕΠΟΡΤΑΖ ΤΗΣ ΗΜΕΡΑΣ bbox=[1210, 79, 1531, 97]
radio-slot-value: Ορχήστρα bbox=[448, 537, 515, 553]
lira-line: ΖΥΡΙΧΗ 15 Μαΐου 1963 bbox=[943, 1676, 1101, 1692]
column-rule bbox=[522, 66, 523, 2188]
cinema-section-title: ΑΛΕΞΑΝΔΡΙΝΑ ΘΕΑΜΑΤΑ bbox=[63, 67, 482, 105]
novel-paragraph: —Έτσι, τό παιδί που δεν ξέρει τίποτα. Έτσι τό άφησα πάλι νά μην περιμένει, και ή Ρόζα ήταν σιωπηλή. Ό Ουλοχαλ γύρισε και της είπε: «Αγάπη μου, τι θέλεις;» bbox=[277, 1037, 515, 1119]
market-row bbox=[943, 1452, 1150, 1469]
wolf-title: «Ο ΛΥΚΟΣ ΤΗΣ ΝΕΑΠΟΛΕΩΣ» ΔΙΑΔΟΧΟΣ ΤΟΥ ΤΖΟΥΛΙΑΝΟ bbox=[726, 654, 1150, 714]
novel-paragraph: —Ό, καλό μου παιδί! Έρχεσαι να μου πείς πάλι για τον Μπρόν; Δέν ξέρεις τι να κάνεις. bbox=[30, 2028, 268, 2077]
sports-paragraph: Την περασμένη Τρίτη 7ην Μαΐου 1963 και ώραν 6ην μ.μ., έλαβε χώραν εις το γήπεδον της Φαρμακευτικής Σχολής ο συναγωνισμός πετοσφαίρας μεταξύ των δύο ομάδων της Ιερομήτεως και της Νικητρίας. bbox=[1375, 411, 1575, 543]
market-row-label: Χρυσός 14/5 bbox=[943, 1419, 1026, 1435]
market-column-right bbox=[943, 1414, 1150, 1970]
wolf-kicker: Η ΔΡΑΣΙΣ ΤΟΥ ΗΠΕΙΛΗΣΕ ΤΟΝ ΤΟΥΡΙΣΜΟ bbox=[768, 629, 1108, 648]
results-column bbox=[1376, 791, 1576, 1733]
people-title: ΑΝΘΡΩΠΟΙ ΟΜΟΙΟΙ bbox=[1195, 815, 1336, 869]
radio-slot-value: Δη Πλάτητες bbox=[181, 503, 268, 519]
column-society bbox=[530, 66, 710, 2188]
lira-title: Η ΤΙΜΗ ΤΗΣ ΛΙΡΑΣ bbox=[955, 1599, 1138, 1621]
radio-slot bbox=[278, 748, 516, 765]
novel-paragraph: Ό Ούλοχαλ ύψωσε τό βρόδι έλαφρά. bbox=[30, 1074, 268, 1107]
radio-cairo-list-left bbox=[30, 469, 268, 588]
radio-slot-label: 16.30 bbox=[30, 571, 68, 587]
funeral-signature: Οι λοιποί συγγενείς bbox=[548, 1571, 710, 1588]
novel-continued: (Ακολουθεί) bbox=[417, 1448, 515, 1465]
divider bbox=[30, 598, 515, 599]
market-row-value: 5750 bbox=[1116, 1555, 1150, 1571]
market-row-label: Κασέριου bbox=[943, 1555, 1006, 1571]
people-kicker: ΤΟΥ ΚΑΙΡΟΥ ΜΑΣ bbox=[1196, 793, 1336, 812]
novel-paragraph: —Πες μου, τότε πως θα πάμε στο σπίτι μας, είπε ή Ρόζα. bbox=[30, 2228, 268, 2260]
radio-slot-label: 21.30 bbox=[277, 663, 315, 679]
cinema-list-right bbox=[278, 108, 516, 402]
novel-paragraph: —Πώς θα ήθελες να αισθανθούν σε αυτήν; bbox=[30, 1878, 268, 1911]
panegyptian-title: ΚΑΛΑΘΟΣΦΑΙΡΑΣ bbox=[1390, 1231, 1561, 1253]
housing-paragraph: Ή Πανελλήνιος Ομοσπονδία Άστέγων Προσφύγων 1922 διαμαρτύρεται διότι η κυβέρνησις δεν έχει εκπληρώσει την υπόσχεσιν περί στεγάσεως των προσφύγων. Κατά το έτος 1960 ανήγγειλαν τα οικοδομικά προγράμματα που θα στεγάσουν 35.000.000 δρχ. 44.000.000. bbox=[726, 423, 1150, 505]
radio-slot-value: Πινιές στη γειτονιά bbox=[135, 663, 268, 679]
separator-stars: ✱✱✱ bbox=[1242, 393, 1290, 410]
radio-slot bbox=[278, 537, 516, 554]
radio-athens-list-right bbox=[278, 663, 516, 765]
novel-paragraph: —Ό Ουλοχαλ σταμάτησε να μιλάει και κοίταξε την κόρη του. Η Ρόζα τράβηξε λίγο πίσω και ακούμπησε στον τοίχο. bbox=[30, 2084, 268, 2149]
market-line: ΚΤΗΜΑΤΙΚΑΙ ΑΞΙΑΙ bbox=[726, 1640, 859, 1656]
novel-column-left bbox=[30, 905, 268, 2267]
radio-athens-list-left bbox=[30, 663, 268, 765]
people-paragraph: Υπάρχουν στην εποχή μας άνθρωποι φτωχοί, οι οποίοι προσφέρουν κάθε ημέρα πολλά στήν κοινωνία. Ό άνθρωπος τοιούτου είδους είναι άξιος σεβασμού και τιμής. bbox=[1166, 871, 1366, 986]
rialto-subtitle: Με την Μελίνα Μερκούρη bbox=[561, 665, 679, 702]
wolf-subtitle: ΕΔΡΑΣΕΝ ΕΠΙ 12 ΧΡΟΝΙΑ bbox=[815, 718, 1061, 740]
radio-slot bbox=[278, 554, 516, 571]
basketball-result-value: 79—57 bbox=[1528, 999, 1575, 1015]
lira-line: Άγγλική λίρα, 292.80 bbox=[943, 1642, 1085, 1658]
market-row-value: 9000 bbox=[1116, 1487, 1150, 1503]
